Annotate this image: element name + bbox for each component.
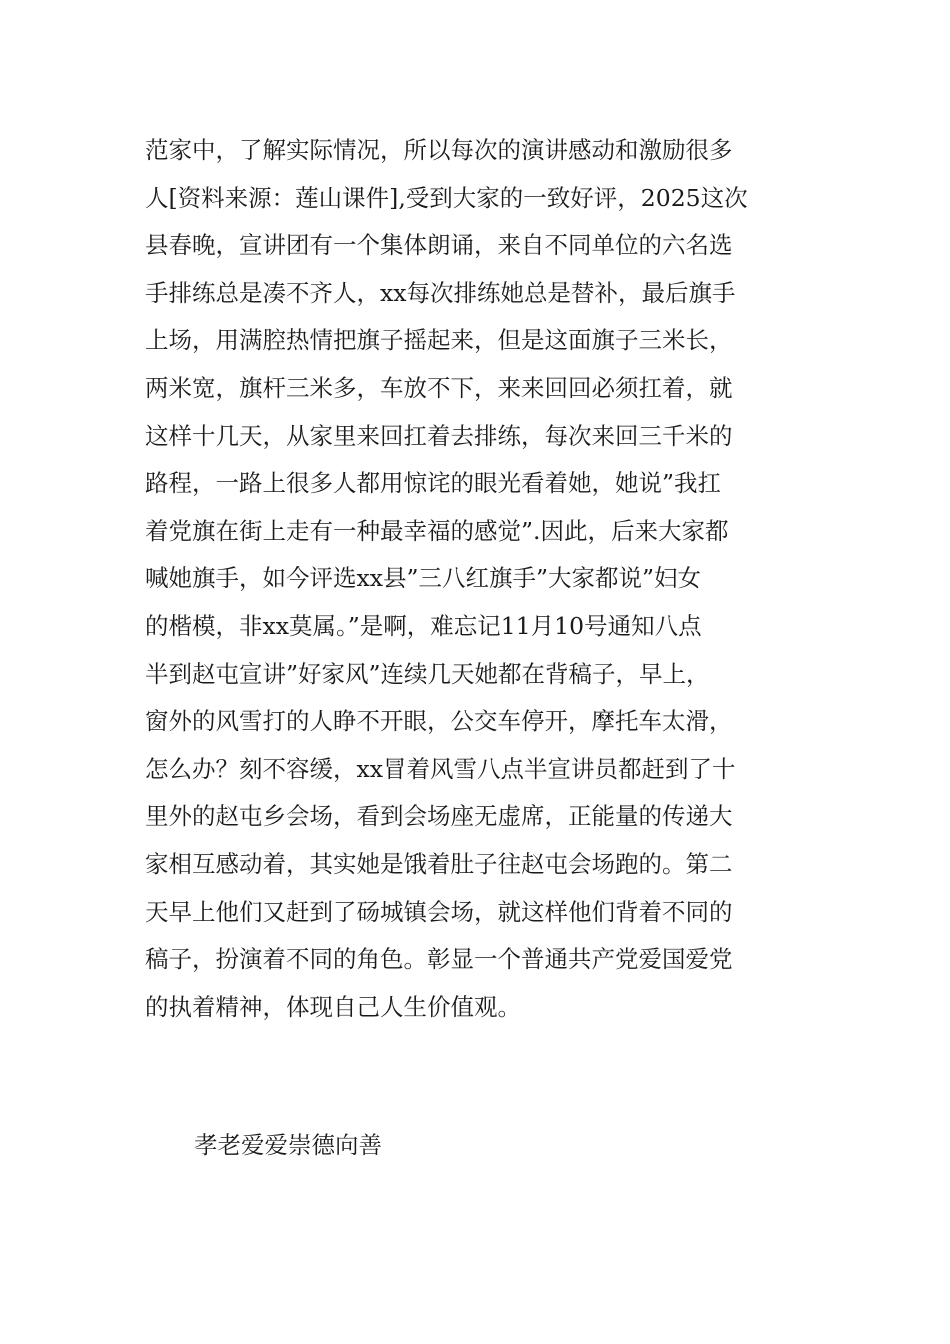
paragraph-line: 家相互感动着，其实她是饿着肚子往赵屯会场跑的。第二 xyxy=(145,849,733,878)
paragraph-line: 里外的赵屯乡会场，看到会场座无虚席，正能量的传递大 xyxy=(145,802,733,831)
paragraph-line: 怎么办？刻不容缓，xx冒着风雪八点半宣讲员都赶到了十 xyxy=(145,754,736,783)
paragraph-line: 稿子，扮演着不同的角色。彰显一个普通共产党爱国爱党 xyxy=(145,945,733,974)
paragraph-line: 这样十几天，从家里来回扛着去排练，每次来回三千米的 xyxy=(145,421,733,450)
paragraph-line: 窗外的风雪打的人睁不开眼，公交车停开，摩托车太滑， xyxy=(145,707,733,736)
paragraph-line: 手排练总是凑不齐人，xx每次排练她总是替补，最后旗手 xyxy=(145,278,736,307)
paragraph-line: 的执着精神，体现自己人生价值观。 xyxy=(145,992,521,1021)
paragraph-line: 的楷模，非xx莫属。”是啊，难忘记11月10号通知八点 xyxy=(145,611,702,640)
paragraph-line: 两米宽，旗杆三米多，车放不下，来来回回必须扛着，就 xyxy=(145,373,733,402)
paragraph-line: 路程，一路上很多人都用惊诧的眼光看着她，她说”我扛 xyxy=(145,469,722,498)
paragraph-line: 半到赵屯宣讲”好家风”连续几天她都在背稿子，早上， xyxy=(145,659,710,688)
body-paragraph xyxy=(145,127,810,1031)
paragraph-line: 上场，用满腔热情把旗子摇起来，但是这面旗子三米长， xyxy=(145,326,733,355)
paragraph-line: 着党旗在街上走有一种最幸福的感觉”.因此，后来大家都 xyxy=(145,516,729,545)
section-heading: 孝老爱爱崇德向善 xyxy=(194,1131,382,1159)
paragraph-line: 县春晚，宣讲团有一个集体朗诵，来自不同单位的六名选 xyxy=(145,231,733,260)
paragraph-line: 喊她旗手，如今评选xx县”三八红旗手”大家都说”妇女 xyxy=(145,564,702,593)
paragraph-line: 天早上他们又赶到了砀城镇会场，就这样他们背着不同的 xyxy=(145,897,733,926)
paragraph-line: 人[资料来源：莲山课件],受到大家的一致好评，2025这次 xyxy=(145,183,748,212)
paragraph-line: 范家中，了解实际情况，所以每次的演讲感动和激励很多 xyxy=(145,136,733,164)
